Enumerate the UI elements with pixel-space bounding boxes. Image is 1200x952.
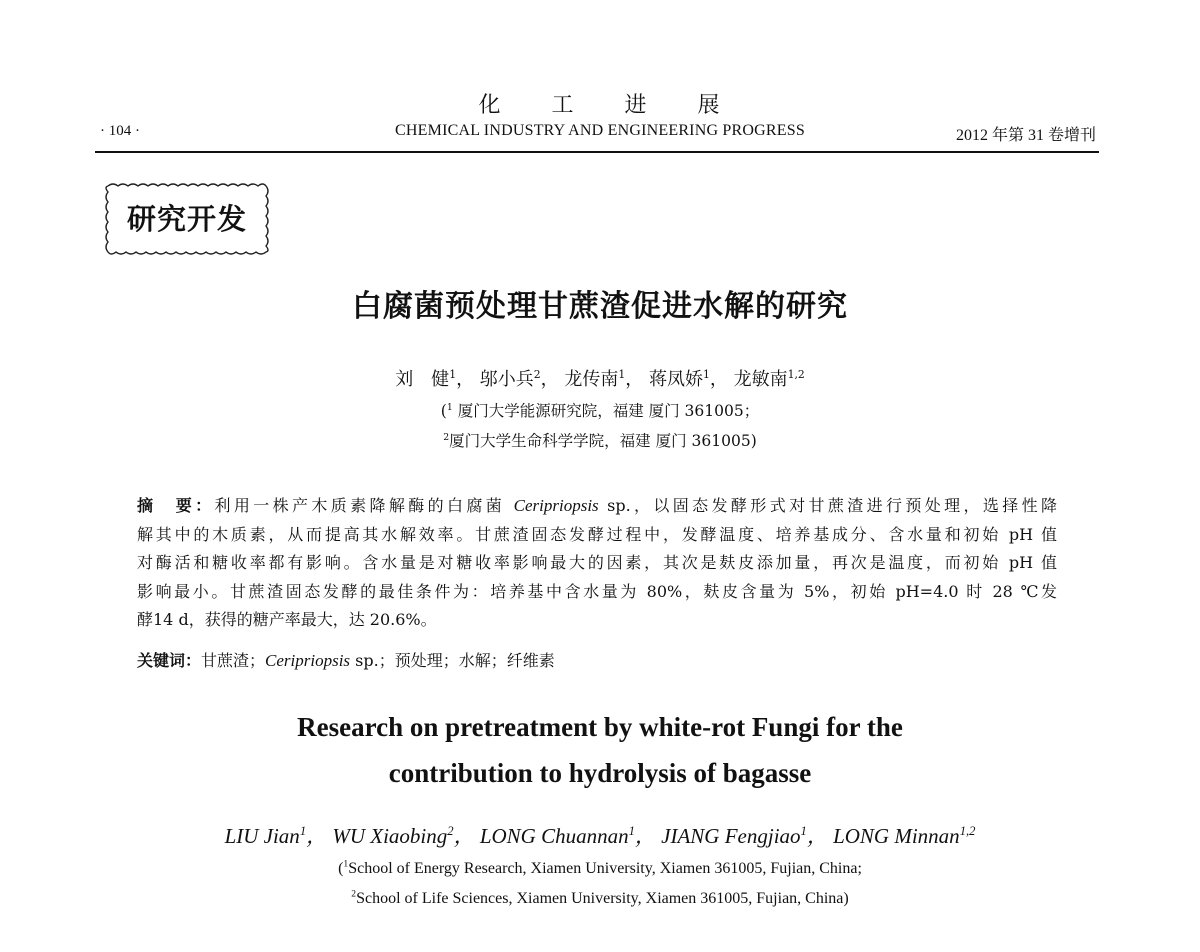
author-separator: ， [625, 369, 644, 390]
section-badge-label: 研究开发 [126, 202, 247, 236]
affiliation-en [0, 860, 1200, 878]
author-separator: ， [709, 369, 728, 390]
author-list-en [0, 820, 1200, 850]
affiliation-text: School of Energy Research, Xiamen University, Xiamen 361005, Fujian, China; [348, 860, 862, 877]
issue-label: 2012 年第 31 卷增刊 [955, 127, 1096, 144]
author-separator: ， [456, 369, 475, 390]
affiliation-mark: 1 [446, 401, 453, 413]
affiliation-cn [0, 399, 1200, 421]
author-affil-mark: 2 [533, 368, 541, 381]
page-number: · 104 · [100, 123, 140, 139]
journal-title-cn: 化 工 进 展 [478, 93, 722, 118]
affiliation-mark: 1 [343, 858, 349, 870]
journal-title-en: CHEMICAL INDUSTRY AND ENGINEERING PROGRESS [395, 122, 805, 139]
paper-title-cn: 白腐菌预处理甘蔗渣促进水解的研究 [352, 289, 848, 324]
author-affil-mark: 1 [299, 824, 307, 838]
author-name: LONG Minnan [833, 824, 960, 848]
affiliation-en [0, 890, 1200, 908]
affiliation-text: 厦门大学能源研究院，福建 厦门 361005； [452, 402, 760, 420]
affiliation-text: School of Life Sciences, Xiamen University, Xiamen 361005, Fujian, China) [356, 890, 849, 907]
species-name: Ceripriopsis [513, 496, 599, 515]
author-name: 龙敏南 [733, 369, 788, 390]
affiliation-mark: 2 [443, 431, 450, 443]
paper-title-en-line: Research on pretreatment by white-rot Fungi for the [297, 712, 903, 742]
header-rule [95, 151, 1099, 153]
section-badge [102, 178, 272, 260]
abstract-line [137, 492, 1057, 521]
affiliation-mark: 2 [351, 888, 357, 900]
abstract-text: sp.，以固态发酵形式对甘蔗渣进行预处理，选择性降 [598, 496, 1057, 515]
author-name: 刘 健 [395, 369, 450, 390]
species-name: Ceripriopsis [265, 651, 351, 670]
author-name: LONG Chuannan [479, 824, 629, 848]
author-name: LIU Jian [224, 824, 300, 848]
author-affil-mark: 1 [703, 368, 710, 381]
author-name: WU Xiaobing [332, 824, 448, 848]
abstract-label: 摘 要： [137, 496, 215, 515]
abstract-line: 解其中的木质素，从而提高其水解效率。甘蔗渣固态发酵过程中，发酵温度、培养基成分、含水量和初始 pH 值 [137, 524, 1057, 544]
author-affil-mark: 1 [628, 824, 635, 838]
abstract [137, 492, 1057, 635]
author-separator: ， [453, 824, 475, 848]
author-name: 蒋凤娇 [649, 369, 704, 390]
author-affil-mark: 1,2 [787, 368, 805, 381]
paper-title-en-line: contribution to hydrolysis of bagasse [388, 758, 812, 788]
paper-title-en [0, 704, 1200, 796]
author-list-cn [0, 365, 1200, 391]
author-affil-mark: 1 [449, 368, 457, 381]
author-name: JIANG Fengjiao [661, 824, 801, 848]
keywords-text: sp.；预处理；水解；纤维素 [350, 651, 555, 670]
author-name: 邬小兵 [479, 369, 534, 390]
affiliation-cn [0, 429, 1200, 451]
keywords [137, 648, 555, 671]
author-separator: ， [540, 369, 559, 390]
affiliation-paren: ( [440, 402, 447, 420]
keywords-label: 关键词： [137, 651, 202, 670]
abstract-line: 酵14 d，获得的糖产率最大，达 20.6%。 [137, 610, 437, 630]
affiliation-text: 厦门大学生命科学学院，福建 厦门 361005) [449, 432, 757, 450]
author-separator: ， [306, 824, 328, 848]
author-affil-mark: 1 [618, 368, 626, 381]
author-affil-mark: 1 [800, 824, 807, 838]
author-separator: ， [806, 824, 828, 848]
abstract-line: 影响最小。甘蔗渣固态发酵的最佳条件为：培养基中含水量为 80%，麸皮含量为 5%，初始 pH=4.0 时 28 ℃发 [137, 581, 1057, 601]
affiliation-paren: ( [338, 860, 344, 877]
author-name: 龙传南 [564, 369, 619, 390]
author-affil-mark: 1,2 [959, 824, 976, 838]
abstract-line: 对酶活和糖收率都有影响。含水量是对糖收率影响最大的因素，其次是麸皮添加量，再次是温度，而初始 pH 值 [137, 553, 1057, 573]
author-separator: ， [634, 824, 656, 848]
abstract-text: 利用一株产木质素降解酶的白腐菌 [214, 496, 514, 515]
author-affil-mark: 2 [447, 824, 454, 838]
keywords-text: 甘蔗渣； [201, 651, 266, 670]
